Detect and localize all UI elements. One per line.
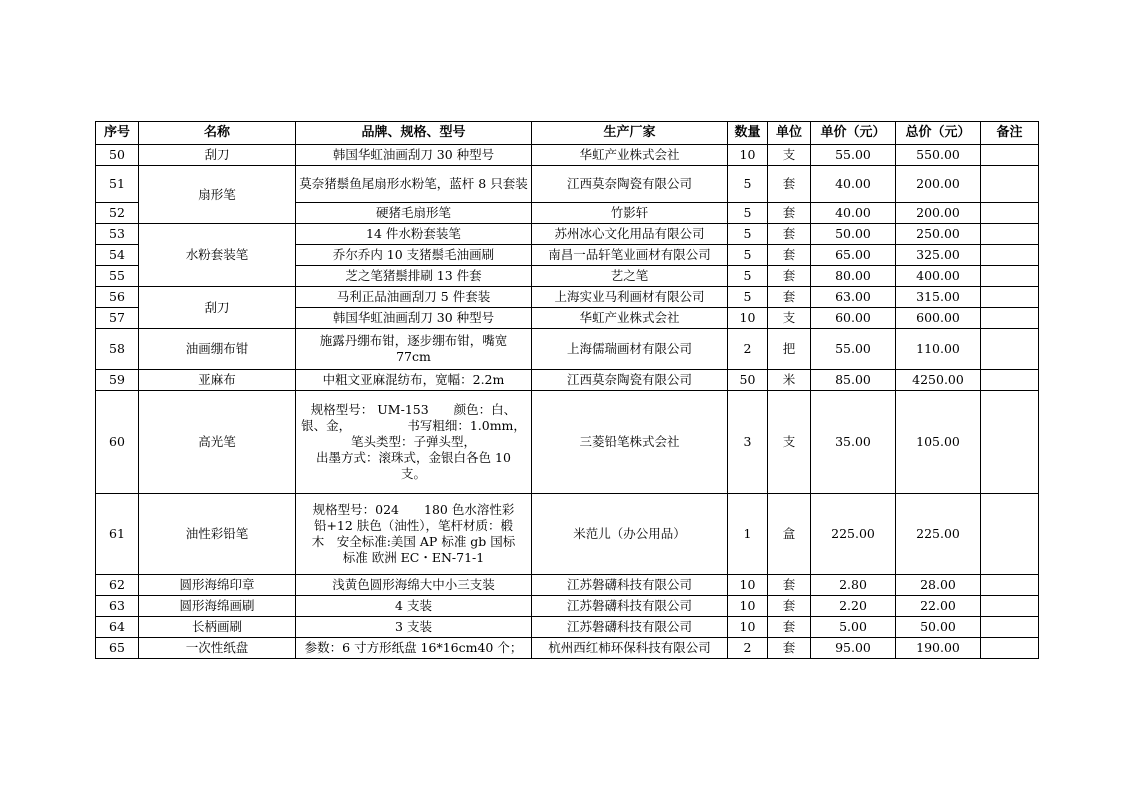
- cell-no: 60: [96, 391, 139, 494]
- spec-line: 出墨方式：滚珠式，金银白各色 10: [316, 450, 511, 465]
- cell-qty: 50: [728, 370, 768, 391]
- table-row: [96, 638, 1039, 659]
- cell-unit: 套: [768, 245, 811, 266]
- cell-note: [981, 596, 1039, 617]
- cell-name: 油性彩铅笔: [139, 494, 296, 575]
- cell-name: 刮刀: [139, 145, 296, 166]
- cell-total: 110.00: [896, 329, 981, 370]
- cell-maker: 江苏磐礴科技有限公司: [532, 575, 728, 596]
- spec-line: 规格型号：024 180 色水溶性彩: [312, 502, 515, 517]
- table-row: [96, 596, 1039, 617]
- header-price: 单价（元）: [811, 122, 896, 145]
- table-row: [96, 329, 1039, 370]
- spec-line: 银、金， 书写粗细：1.0mm，: [301, 418, 526, 433]
- cell-note: [981, 370, 1039, 391]
- cell-spec: 浅黄色圆形海绵大中小三支装: [296, 575, 532, 596]
- cell-price: 60.00: [811, 308, 896, 329]
- cell-price: 2.80: [811, 575, 896, 596]
- cell-maker: 米范儿（办公用品）: [532, 494, 728, 575]
- table-row: [96, 287, 1039, 308]
- cell-note: [981, 575, 1039, 596]
- spec-line: 77cm: [396, 349, 431, 364]
- cell-price: 50.00: [811, 224, 896, 245]
- cell-total: 325.00: [896, 245, 981, 266]
- cell-note: [981, 287, 1039, 308]
- cell-no: 57: [96, 308, 139, 329]
- cell-unit: 套: [768, 596, 811, 617]
- spec-line: 木 安全标准:美国 AP 标准 gb 国标: [311, 534, 516, 549]
- header-spec: 品牌、规格、型号: [296, 122, 532, 145]
- cell-total: 200.00: [896, 166, 981, 203]
- spec-line: 规格型号： UM-153 颜色：白、: [310, 402, 517, 417]
- cell-unit: 米: [768, 370, 811, 391]
- cell-name: 一次性纸盘: [139, 638, 296, 659]
- cell-name: 扇形笔: [139, 166, 296, 224]
- cell-note: [981, 145, 1039, 166]
- cell-total: 50.00: [896, 617, 981, 638]
- cell-unit: 套: [768, 287, 811, 308]
- cell-no: 53: [96, 224, 139, 245]
- cell-qty: 10: [728, 575, 768, 596]
- cell-price: 55.00: [811, 329, 896, 370]
- cell-no: 56: [96, 287, 139, 308]
- table-row: [96, 166, 1039, 203]
- cell-note: [981, 203, 1039, 224]
- cell-qty: 10: [728, 308, 768, 329]
- cell-qty: 10: [728, 596, 768, 617]
- cell-qty: 5: [728, 203, 768, 224]
- cell-maker: 三菱铅笔株式会社: [532, 391, 728, 494]
- cell-maker: 杭州西红柿环保科技有限公司: [532, 638, 728, 659]
- cell-unit: 套: [768, 203, 811, 224]
- table-row: [96, 145, 1039, 166]
- cell-price: 40.00: [811, 166, 896, 203]
- cell-note: [981, 245, 1039, 266]
- cell-total: 200.00: [896, 203, 981, 224]
- cell-spec: 参数：6 寸方形纸盘 16*16cm40 个；: [296, 638, 532, 659]
- table-row: [96, 391, 1039, 494]
- cell-no: 52: [96, 203, 139, 224]
- cell-unit: 盒: [768, 494, 811, 575]
- cell-qty: 10: [728, 145, 768, 166]
- cell-note: [981, 329, 1039, 370]
- cell-price: 5.00: [811, 617, 896, 638]
- header-name: 名称: [139, 122, 296, 145]
- table-row: [96, 617, 1039, 638]
- cell-maker: 华虹产业株式会社: [532, 145, 728, 166]
- cell-spec: [296, 494, 532, 575]
- cell-note: [981, 617, 1039, 638]
- cell-no: 62: [96, 575, 139, 596]
- cell-maker: 上海儒瑞画材有限公司: [532, 329, 728, 370]
- cell-maker: 苏州冰心文化用品有限公司: [532, 224, 728, 245]
- cell-no: 64: [96, 617, 139, 638]
- cell-spec: 14 件水粉套装笔: [296, 224, 532, 245]
- cell-qty: 5: [728, 287, 768, 308]
- cell-maker: 江苏磐礴科技有限公司: [532, 617, 728, 638]
- cell-maker: 竹影轩: [532, 203, 728, 224]
- cell-note: [981, 308, 1039, 329]
- cell-unit: 支: [768, 145, 811, 166]
- spec-line: 施露丹绷布钳，逐步绷布钳，嘴宽: [319, 333, 508, 348]
- cell-note: [981, 391, 1039, 494]
- cell-total: 22.00: [896, 596, 981, 617]
- cell-name: 圆形海绵画刷: [139, 596, 296, 617]
- cell-spec: 韩国华虹油画刮刀 30 种型号: [296, 308, 532, 329]
- cell-price: 85.00: [811, 370, 896, 391]
- cell-total: 190.00: [896, 638, 981, 659]
- cell-maker: 艺之笔: [532, 266, 728, 287]
- cell-unit: 支: [768, 308, 811, 329]
- cell-maker: 华虹产业株式会社: [532, 308, 728, 329]
- cell-name: 亚麻布: [139, 370, 296, 391]
- cell-price: 55.00: [811, 145, 896, 166]
- cell-spec: 乔尔乔内 10 支猪鬃毛油画刷: [296, 245, 532, 266]
- cell-unit: 把: [768, 329, 811, 370]
- cell-maker: 南昌一品轩笔业画材有限公司: [532, 245, 728, 266]
- cell-name: 长柄画刷: [139, 617, 296, 638]
- cell-name: 刮刀: [139, 287, 296, 329]
- cell-name: 水粉套装笔: [139, 224, 296, 287]
- cell-total: 250.00: [896, 224, 981, 245]
- cell-total: 225.00: [896, 494, 981, 575]
- cell-qty: 5: [728, 166, 768, 203]
- cell-unit: 套: [768, 617, 811, 638]
- cell-total: 550.00: [896, 145, 981, 166]
- cell-maker: 江西莫奈陶瓷有限公司: [532, 166, 728, 203]
- spec-line: 支。: [400, 466, 426, 481]
- cell-note: [981, 638, 1039, 659]
- cell-price: 225.00: [811, 494, 896, 575]
- cell-spec: 芝之笔猪鬃排刷 13 件套: [296, 266, 532, 287]
- spec-line: 铅+12 肤色（油性），笔杆材质：椴: [313, 518, 514, 533]
- cell-price: 2.20: [811, 596, 896, 617]
- cell-price: 40.00: [811, 203, 896, 224]
- cell-unit: 套: [768, 266, 811, 287]
- cell-note: [981, 266, 1039, 287]
- header-maker: 生产厂家: [532, 122, 728, 145]
- cell-total: 400.00: [896, 266, 981, 287]
- cell-spec: 中粗文亚麻混纺布，宽幅：2.2m: [296, 370, 532, 391]
- table-row: [96, 575, 1039, 596]
- cell-total: 105.00: [896, 391, 981, 494]
- cell-spec: 韩国华虹油画刮刀 30 种型号: [296, 145, 532, 166]
- cell-price: 80.00: [811, 266, 896, 287]
- header-total: 总价（元）: [896, 122, 981, 145]
- cell-price: 35.00: [811, 391, 896, 494]
- spec-line: 标准 欧洲 EC・EN-71-1: [342, 550, 485, 565]
- cell-qty: 5: [728, 224, 768, 245]
- cell-spec: 莫奈猪鬃鱼尾扇形水粉笔，蓝杆 8 只套装: [296, 166, 532, 203]
- cell-unit: 套: [768, 575, 811, 596]
- header-unit: 单位: [768, 122, 811, 145]
- cell-no: 65: [96, 638, 139, 659]
- cell-total: 315.00: [896, 287, 981, 308]
- header-no: 序号: [96, 122, 139, 145]
- table-row: [96, 370, 1039, 391]
- cell-no: 63: [96, 596, 139, 617]
- cell-price: 63.00: [811, 287, 896, 308]
- cell-qty: 5: [728, 245, 768, 266]
- cell-spec: 3 支装: [296, 617, 532, 638]
- header-row: [96, 122, 1039, 145]
- cell-no: 55: [96, 266, 139, 287]
- table-row: [96, 494, 1039, 575]
- cell-note: [981, 166, 1039, 203]
- cell-no: 61: [96, 494, 139, 575]
- cell-qty: 10: [728, 617, 768, 638]
- cell-name: 圆形海绵印章: [139, 575, 296, 596]
- cell-unit: 套: [768, 638, 811, 659]
- cell-no: 50: [96, 145, 139, 166]
- cell-no: 58: [96, 329, 139, 370]
- table-row: [96, 224, 1039, 245]
- cell-qty: 2: [728, 329, 768, 370]
- cell-spec: 4 支装: [296, 596, 532, 617]
- cell-name: 油画绷布钳: [139, 329, 296, 370]
- cell-name: 高光笔: [139, 391, 296, 494]
- cell-total: 28.00: [896, 575, 981, 596]
- cell-maker: 江西莫奈陶瓷有限公司: [532, 370, 728, 391]
- cell-note: [981, 224, 1039, 245]
- cell-qty: 1: [728, 494, 768, 575]
- cell-spec: [296, 391, 532, 494]
- cell-unit: 套: [768, 224, 811, 245]
- spec-line: 笔头类型：子弹头型，: [350, 434, 476, 449]
- cell-unit: 套: [768, 166, 811, 203]
- header-qty: 数量: [728, 122, 768, 145]
- cell-qty: 3: [728, 391, 768, 494]
- cell-qty: 2: [728, 638, 768, 659]
- cell-price: 65.00: [811, 245, 896, 266]
- cell-no: 54: [96, 245, 139, 266]
- header-note: 备注: [981, 122, 1039, 145]
- cell-qty: 5: [728, 266, 768, 287]
- cell-spec: [296, 329, 532, 370]
- cell-unit: 支: [768, 391, 811, 494]
- cell-spec: 硬猪毛扇形笔: [296, 203, 532, 224]
- cell-price: 95.00: [811, 638, 896, 659]
- item-table: [95, 121, 1039, 659]
- cell-maker: 上海实业马利画材有限公司: [532, 287, 728, 308]
- cell-maker: 江苏磐礴科技有限公司: [532, 596, 728, 617]
- cell-total: 600.00: [896, 308, 981, 329]
- cell-note: [981, 494, 1039, 575]
- cell-spec: 马利正品油画刮刀 5 件套装: [296, 287, 532, 308]
- cell-no: 51: [96, 166, 139, 203]
- cell-total: 4250.00: [896, 370, 981, 391]
- cell-no: 59: [96, 370, 139, 391]
